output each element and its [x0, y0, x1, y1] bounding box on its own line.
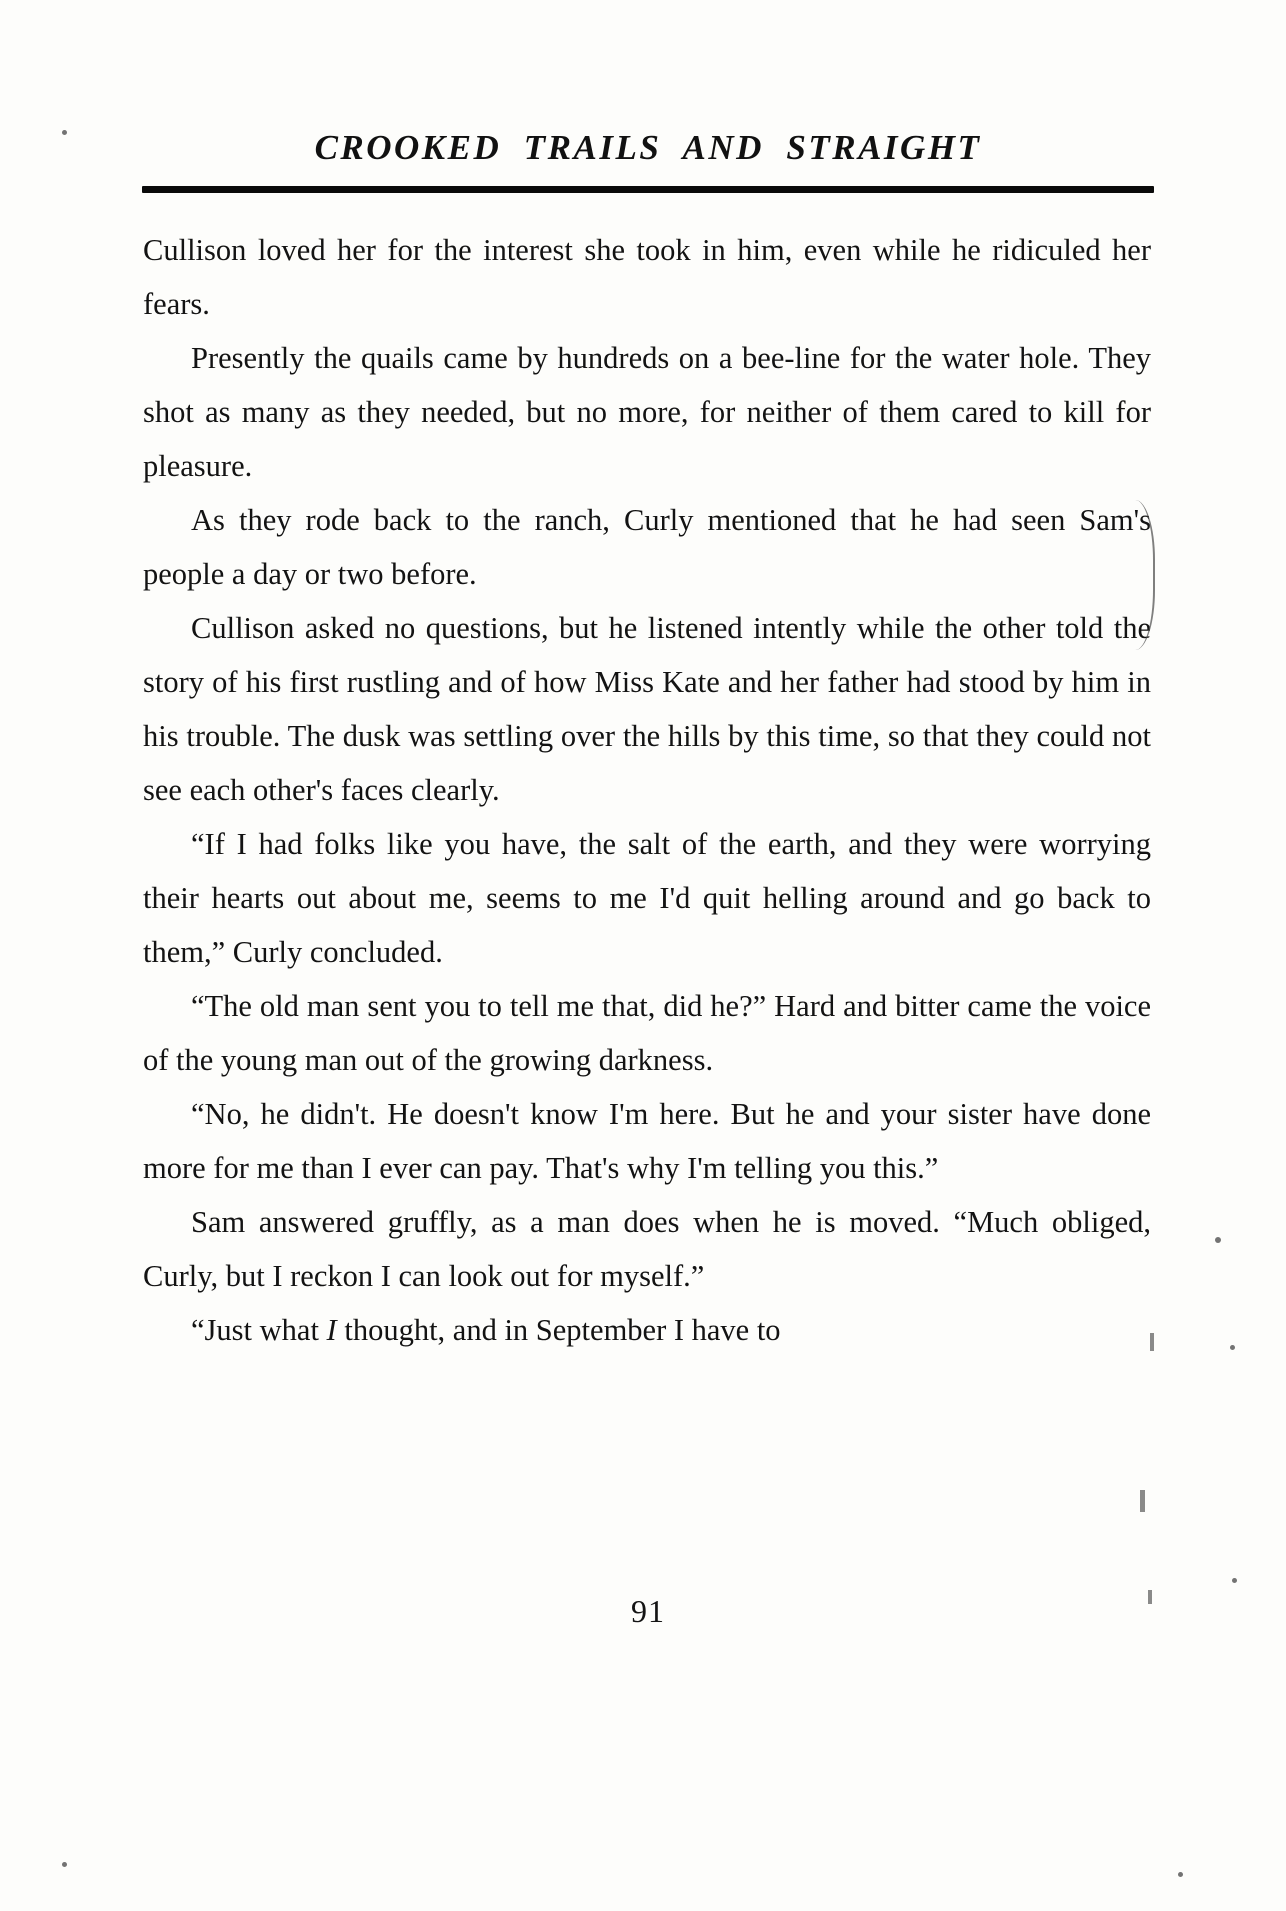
- scan-edge-mark: [1140, 1490, 1145, 1512]
- scan-speck: [1232, 1578, 1237, 1583]
- page-content: [133, 128, 1163, 1629]
- paragraph: “The old man sent you to tell me that, did he?” Hard and bitter came the voice of the young man out of the growing darkness.: [143, 989, 1151, 1077]
- page-number: 91: [631, 1593, 665, 1629]
- scan-speck: [1215, 1237, 1221, 1243]
- scan-edge-mark: [1148, 1590, 1152, 1604]
- paragraph: Cullison loved her for the interest she took in him, even while he ridiculed her fears.: [143, 233, 1151, 321]
- paragraph-final-italic: I: [326, 1313, 337, 1347]
- scan-speck: [1178, 1872, 1183, 1877]
- paragraph: “If I had folks like you have, the salt of the earth, and they were worrying their hearts out about me, seems to me I'd quit helling around and go back to them,” Curly concluded.: [143, 827, 1151, 969]
- scan-speck: [62, 1862, 67, 1867]
- header-rule: [142, 186, 1154, 193]
- body-text: [143, 223, 1151, 1357]
- paragraph: Cullison asked no questions, but he listened intently while the other told the story of his first rustling and of how Miss Kate and her father had stood by him in his trouble. The dusk was settling over the hills by this time, so that they could not see each other's faces clearly.: [143, 611, 1151, 807]
- scan-speck: [1230, 1345, 1235, 1350]
- paragraph-final-after: thought, and in September I have to: [336, 1313, 781, 1347]
- paragraph-final: [143, 1303, 1151, 1357]
- paragraph: Presently the quails came by hundreds on a bee-line for the water hole. They shot as many as they needed, but no more, for neither of them cared to kill for pleasure.: [143, 341, 1151, 483]
- paragraph-final-before: “Just what: [191, 1313, 327, 1347]
- paragraph: As they rode back to the ranch, Curly mentioned that he had seen Sam's people a day or two before.: [143, 503, 1151, 591]
- running-head: CROOKED TRAILS AND STRAIGHT: [314, 128, 982, 167]
- scan-speck: [62, 130, 67, 135]
- paragraph: “No, he didn't. He doesn't know I'm here. But he and your sister have done more for me than I ever can pay. That's why I'm telling you this.”: [143, 1097, 1151, 1185]
- scan-edge-mark: [1150, 1333, 1154, 1351]
- paragraph: Sam answered gruffly, as a man does when he is moved. “Much obliged, Curly, but I reckon I can look out for myself.”: [143, 1205, 1151, 1293]
